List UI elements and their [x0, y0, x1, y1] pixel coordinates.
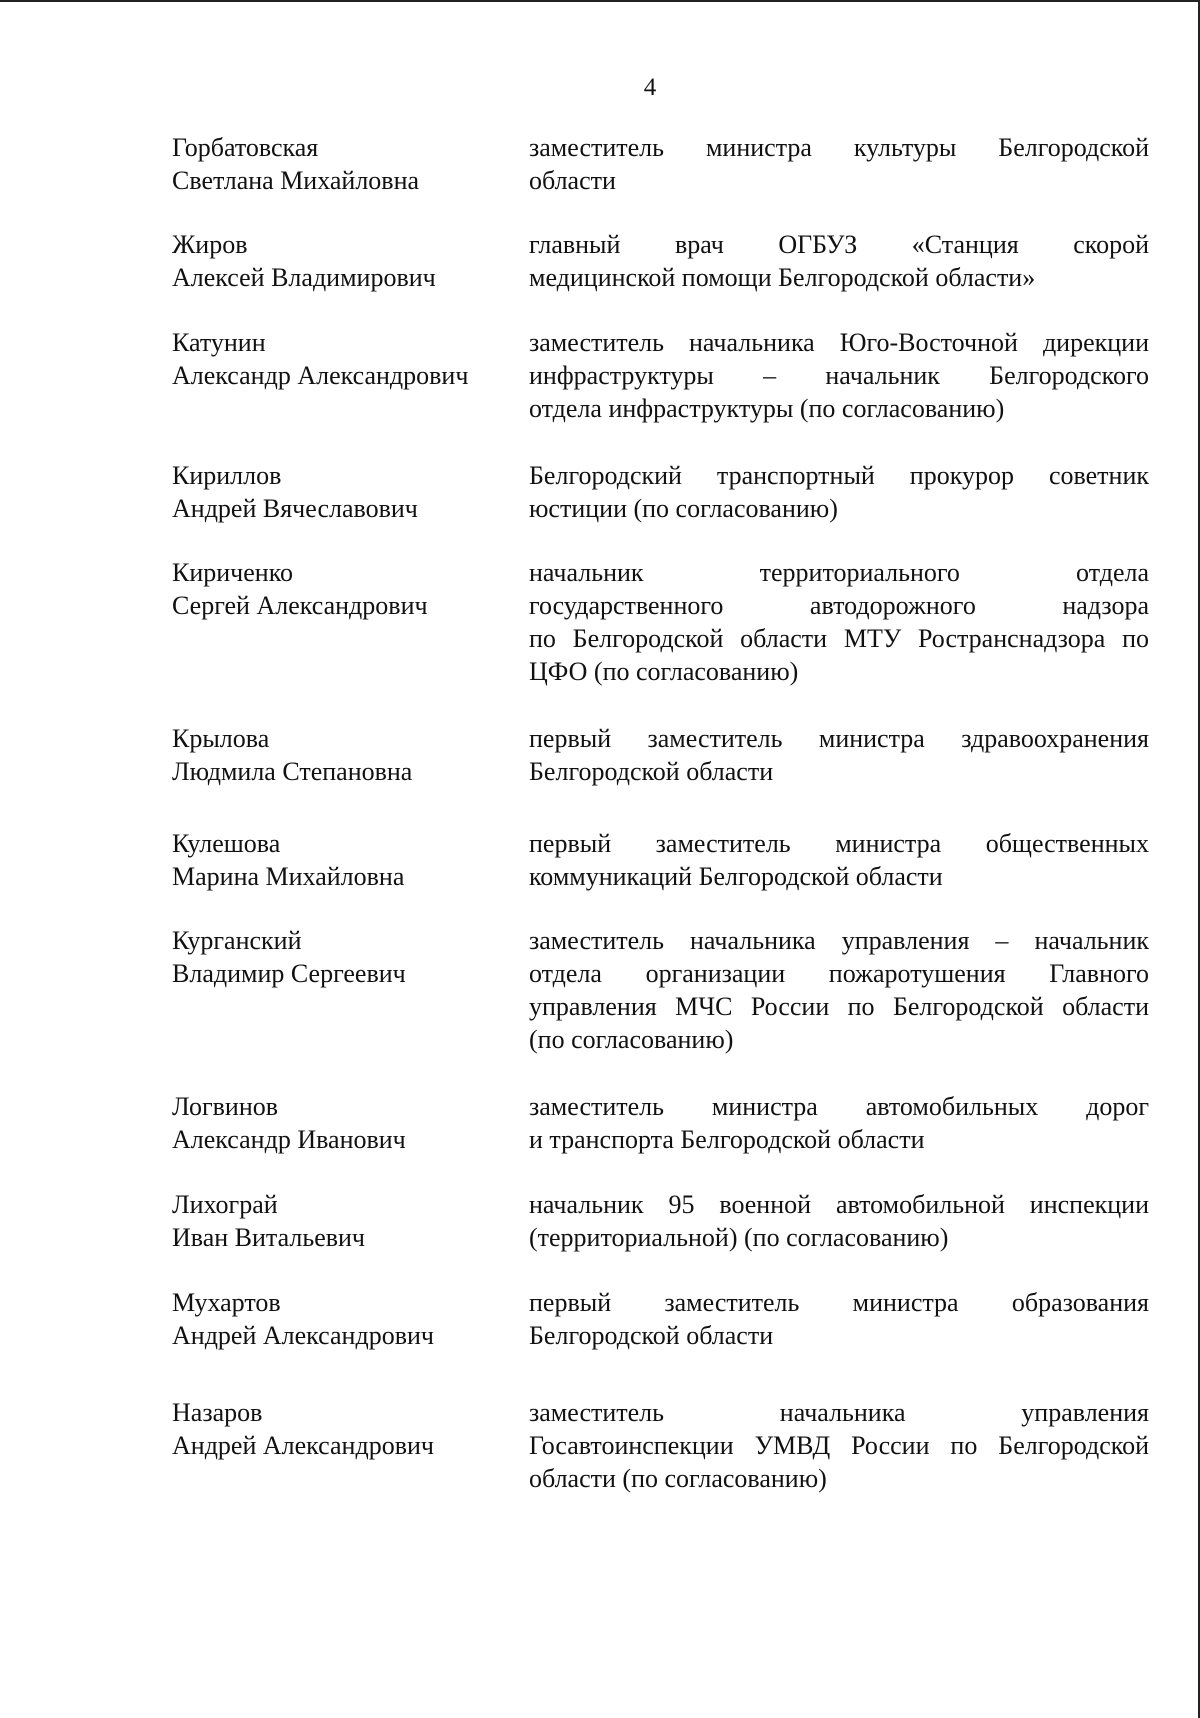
member-given-name: Андрей Александрович [172, 1431, 434, 1460]
position-line: (по согласованию) [529, 1025, 734, 1054]
member-position [529, 924, 1149, 1056]
member-surname: Кириченко [172, 558, 294, 587]
member-given-name: Александр Александрович [172, 361, 469, 390]
position-line: Белгородской области [529, 1321, 774, 1350]
position-line: Белгородский транспортный прокурор советник [529, 461, 1149, 490]
member-position [529, 1090, 1149, 1156]
member-surname: Жиров [172, 230, 248, 259]
position-line: первый заместитель министра образования [529, 1288, 1149, 1317]
member-surname: Лихограй [172, 1190, 278, 1219]
member-name [172, 326, 512, 392]
position-line: отдела организации пожаротушения Главного [529, 959, 1149, 988]
position-line: и транспорта Белгородской области [529, 1125, 925, 1154]
position-line: управления МЧС России по Белгородской области [529, 992, 1149, 1021]
member-name [172, 1090, 512, 1156]
member-given-name: Сергей Александрович [172, 591, 428, 620]
position-line: Госавтоинспекции УМВД России по Белгородской [529, 1431, 1149, 1460]
member-surname: Курганский [172, 926, 302, 955]
member-position [529, 228, 1149, 294]
member-given-name: Владимир Сергеевич [172, 959, 406, 988]
member-surname: Назаров [172, 1398, 263, 1427]
position-line: государственного автодорожного надзора [529, 591, 1149, 620]
position-line: Белгородской области [529, 757, 774, 786]
member-name [172, 722, 512, 788]
member-position [529, 1188, 1149, 1254]
position-line: заместитель министра автомобильных дорог [529, 1092, 1149, 1121]
member-surname: Горбатовская [172, 133, 319, 162]
position-line: медицинской помощи Белгородской области» [529, 263, 1036, 292]
position-line: главный врач ОГБУЗ «Станция скорой [529, 230, 1149, 259]
position-line: заместитель начальника управления [529, 1398, 1149, 1427]
position-line: ЦФО (по согласованию) [529, 657, 799, 686]
member-surname: Кулешова [172, 829, 281, 858]
member-position [529, 326, 1149, 425]
member-position [529, 722, 1149, 788]
position-line: области [529, 166, 616, 195]
member-position [529, 827, 1149, 893]
position-line: первый заместитель министра здравоохранения [529, 724, 1149, 753]
member-given-name: Андрей Вячеславович [172, 494, 418, 523]
member-name [172, 459, 512, 525]
member-given-name: Светлана Михайловна [172, 166, 420, 195]
position-line: заместитель министра культуры Белгородской [529, 133, 1149, 162]
member-position [529, 1396, 1149, 1495]
position-line: заместитель начальника управления – начальник [529, 926, 1149, 955]
position-line: инфраструктуры – начальник Белгородского [529, 361, 1149, 390]
member-given-name: Алексей Владимирович [172, 263, 436, 292]
member-name [172, 827, 512, 893]
member-name [172, 1286, 512, 1352]
member-given-name: Иван Витальевич [172, 1223, 366, 1252]
position-line: коммуникаций Белгородской области [529, 862, 943, 891]
member-surname: Крылова [172, 724, 270, 753]
member-position [529, 131, 1149, 197]
member-position [529, 556, 1149, 688]
position-line: начальник территориального отдела [529, 558, 1149, 587]
member-given-name: Александр Иванович [172, 1125, 406, 1154]
member-surname: Кириллов [172, 461, 282, 490]
position-line: начальник 95 военной автомобильной инспекции [529, 1190, 1149, 1219]
position-line: по Белгородской области МТУ Ространснадзора по [529, 624, 1149, 653]
member-name [172, 1396, 512, 1462]
position-line: заместитель начальника Юго-Восточной дирекции [529, 328, 1149, 357]
member-surname: Катунин [172, 328, 266, 357]
position-line: области (по согласованию) [529, 1464, 827, 1493]
member-position [529, 1286, 1149, 1352]
member-name [172, 131, 512, 197]
position-line: юстиции (по согласованию) [529, 494, 838, 523]
member-name [172, 556, 512, 622]
member-given-name: Людмила Степановна [172, 757, 413, 786]
member-position [529, 459, 1149, 525]
position-line: (территориальной) (по согласованию) [529, 1223, 949, 1252]
member-given-name: Андрей Александрович [172, 1321, 434, 1350]
position-line: первый заместитель министра общественных [529, 829, 1149, 858]
member-given-name: Марина Михайловна [172, 862, 405, 891]
page-number: 4 [643, 74, 657, 101]
member-surname: Мухартов [172, 1288, 281, 1317]
member-name [172, 228, 512, 294]
position-line: отдела инфраструктуры (по согласованию) [529, 394, 1005, 423]
member-surname: Логвинов [172, 1092, 279, 1121]
member-name [172, 924, 512, 990]
member-name [172, 1188, 512, 1254]
